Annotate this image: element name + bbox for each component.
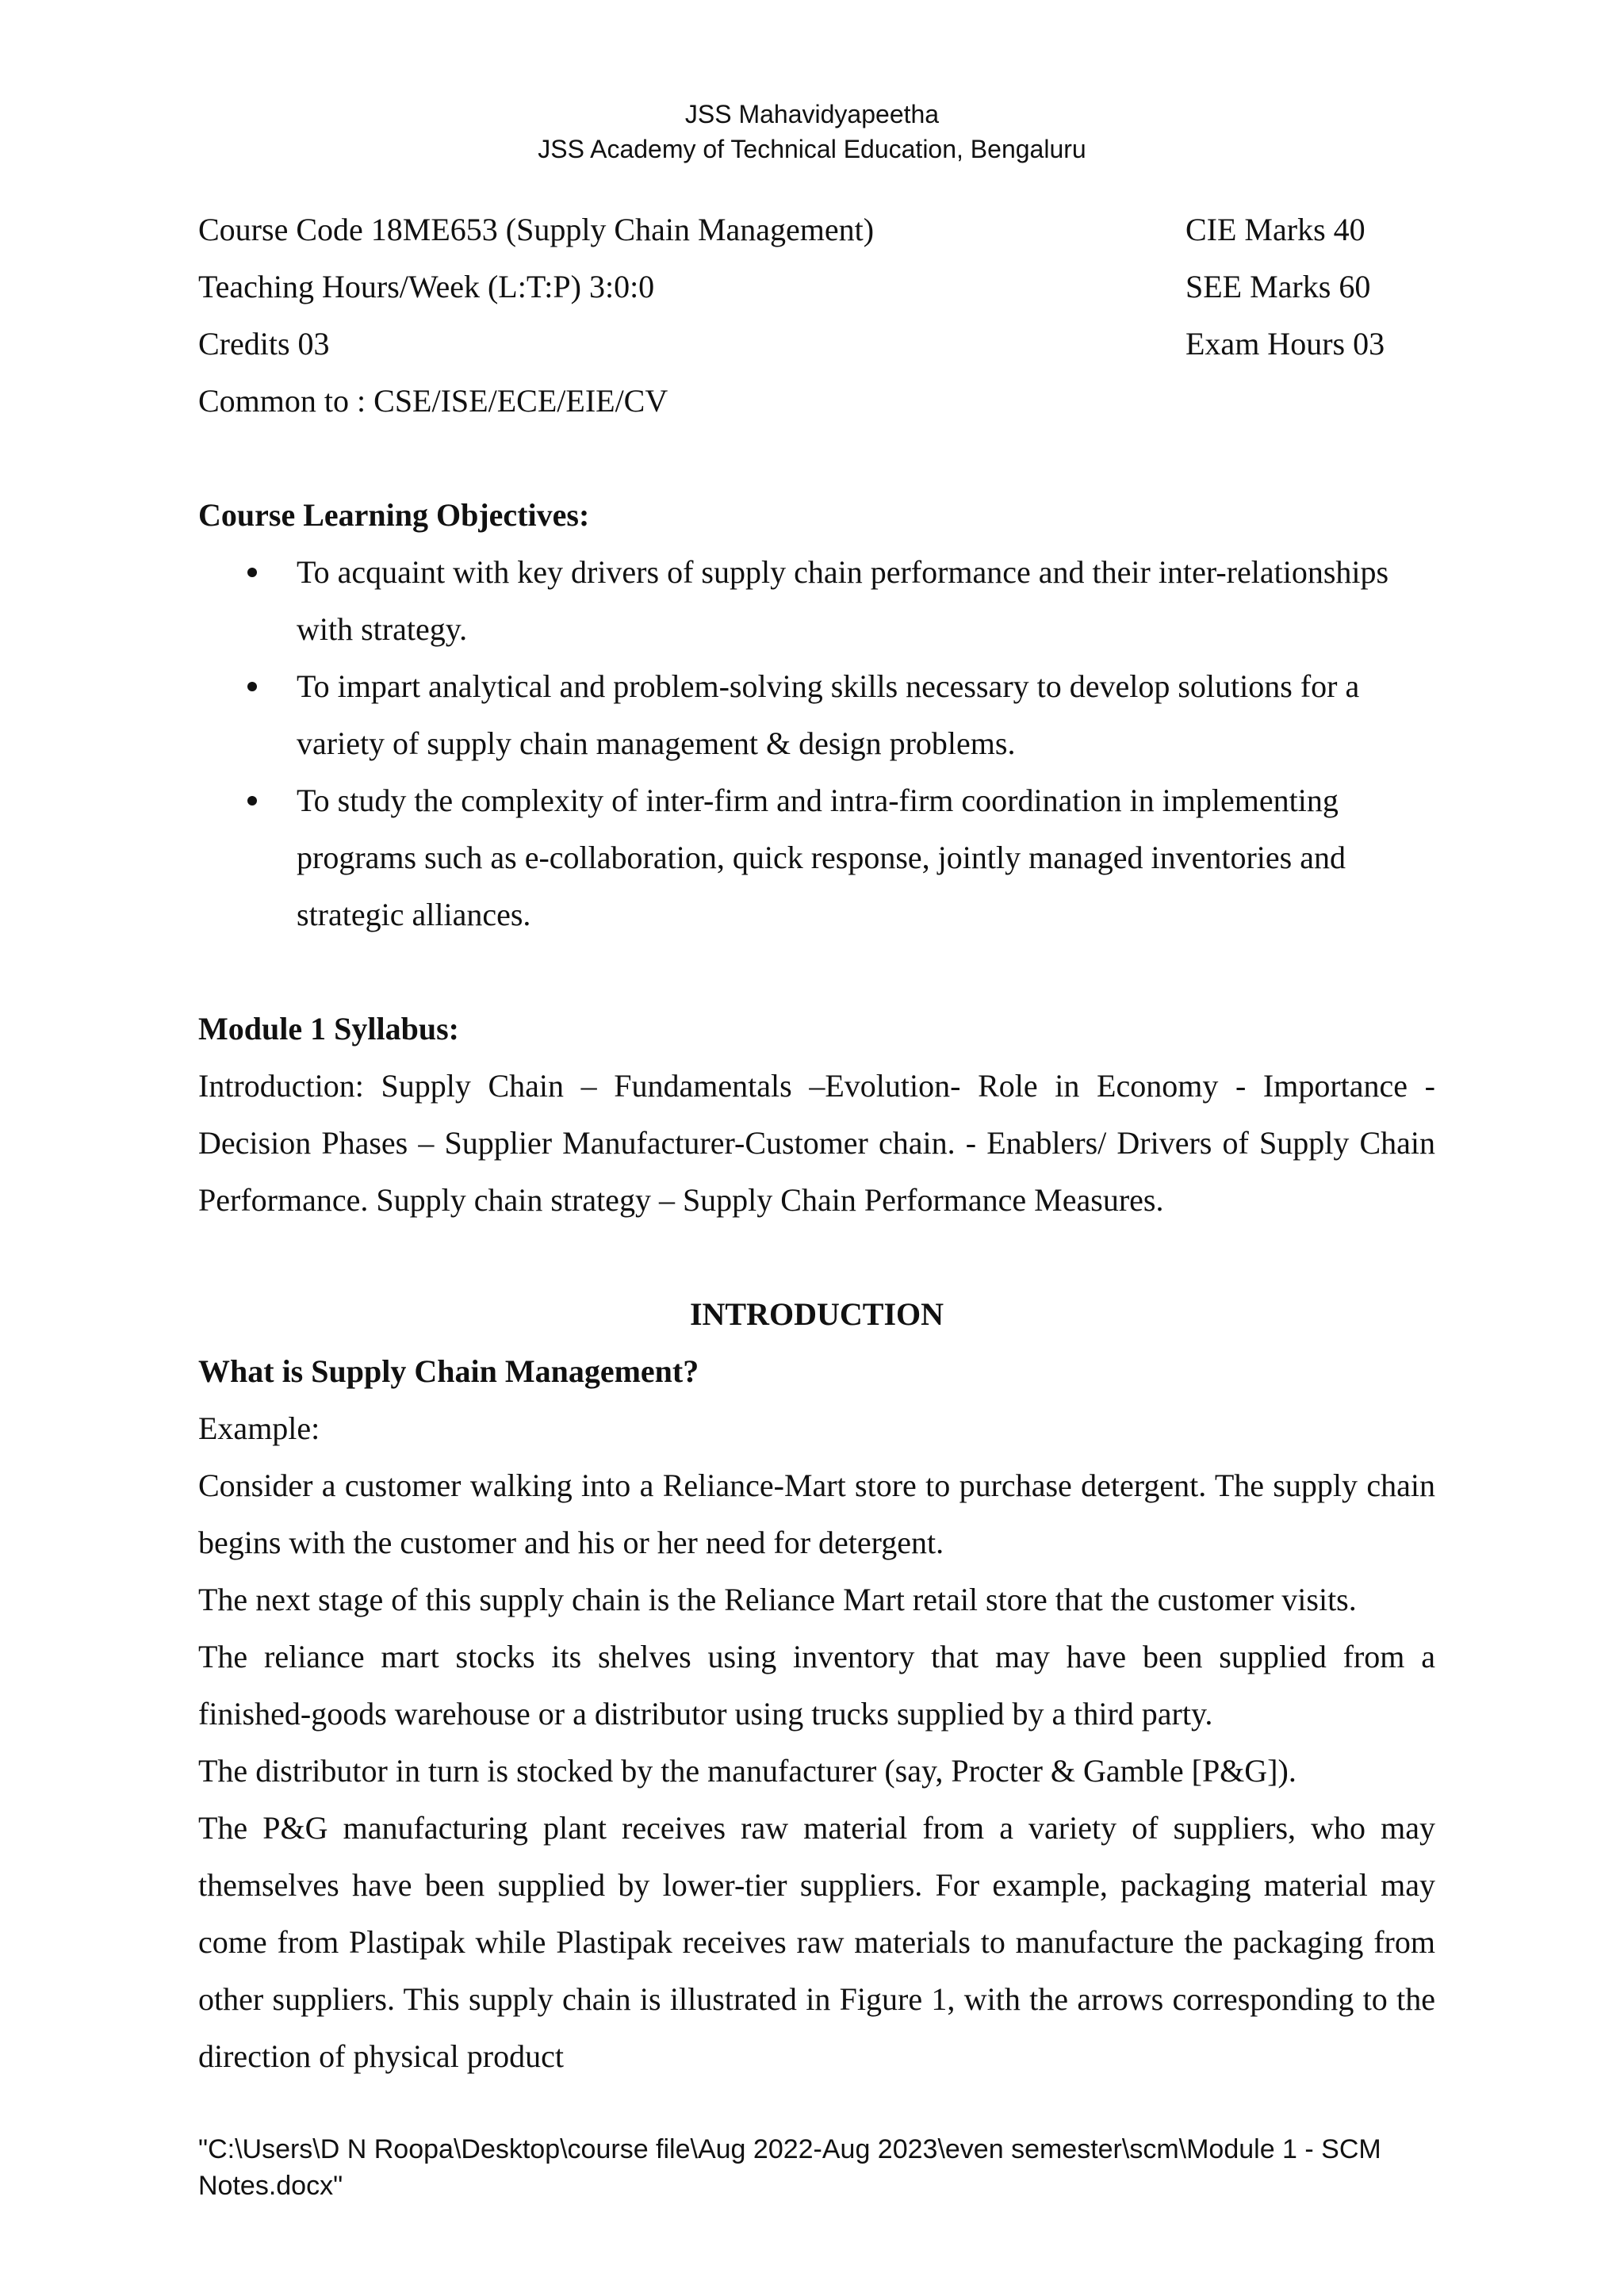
intro-paragraph: The next stage of this supply chain is the Reliance Mart retail store that the customer visits. [198, 1582, 1357, 1617]
intro-paragraph: The reliance mart stocks its shelves using inventory that may have been supplied from a finished-goods warehouse or a distributor using trucks supplied by a third party. [198, 1639, 1435, 1732]
spacer [198, 943, 1435, 1001]
objectives-heading: Course Learning Objectives: [198, 497, 590, 533]
bullet-icon [247, 682, 257, 691]
objective-text: To impart analytical and problem-solving skills necessary to develop solutions for a variety of supply chain management & design problems. [297, 668, 1360, 761]
file-path-footer: "C:\Users\D N Roopa\Desktop\course file\Aug 2022-Aug 2023\even semester\scm\Module 1 - SCM Notes.docx" [198, 2134, 1381, 2201]
objective-text: To study the complexity of inter-firm and intra-firm coordination in implementing programs such as e-collaboration, quick response, jointly managed inventories and strategic alliances. [297, 783, 1346, 932]
see-marks: SEE Marks 60 [1185, 269, 1371, 304]
bullet-icon [247, 796, 257, 806]
course-info [198, 201, 1435, 430]
section-question: What is Supply Chain Management? [198, 1353, 699, 1389]
course-code: Course Code 18ME653 (Supply Chain Management) [198, 212, 875, 247]
intro-paragraph: Consider a customer walking into a Reliance-Mart store to purchase detergent. The supply chain begins with the customer and his or her need for detergent. [198, 1468, 1435, 1560]
course-info-row [198, 201, 1435, 258]
page-content [198, 201, 1435, 2085]
course-info-row [198, 258, 1435, 316]
teaching-hours: Teaching Hours/Week (L:T:P) 3:0:0 [198, 269, 655, 304]
spacer [198, 430, 1435, 487]
course-info-row [198, 316, 1435, 373]
intro-paragraph: The distributor in turn is stocked by the manufacturer (say, Procter & Gamble [P&G]). [198, 1753, 1297, 1789]
credits: Credits 03 [198, 326, 330, 362]
page-header [0, 97, 1624, 166]
objectives-list [198, 544, 1435, 943]
list-item [198, 544, 1435, 658]
section-title: INTRODUCTION [689, 1296, 944, 1332]
intro-paragraph: The P&G manufacturing plant receives raw material from a variety of suppliers, who may themselves have been supplied by lower-tier suppliers. For example, packaging material may come from Plastipak while Plastipak receives raw materials to manufacture the packaging from other suppliers. This supply chain is illustrated in Figure 1, with the arrows corresponding to the direction of physical product [198, 1810, 1435, 2074]
common-to: Common to : CSE/ISE/ECE/EIE/CV [198, 383, 668, 419]
spacer [198, 1229, 1435, 1286]
header-institution: JSS Mahavidyapeetha [684, 100, 940, 128]
header-college: JSS Academy of Technical Education, Bengaluru [538, 135, 1086, 163]
example-label: Example: [198, 1410, 320, 1446]
exam-hours: Exam Hours 03 [1185, 326, 1385, 362]
syllabus-text: Introduction: Supply Chain – Fundamentals –Evolution- Role in Economy - Importance - Decision Phases – Supplier Manufacturer-Customer chain. - Enablers/ Drivers of Supply Chain Performance. Supply chain strategy – Supply Chain Performance Measures. [198, 1068, 1435, 1218]
objective-text: To acquaint with key drivers of supply chain performance and their inter-relationships with strategy. [297, 554, 1389, 647]
bullet-icon [247, 568, 257, 577]
syllabus-heading: Module 1 Syllabus: [198, 1011, 459, 1047]
list-item [198, 658, 1435, 772]
cie-marks: CIE Marks 40 [1185, 212, 1365, 247]
course-info-row [198, 373, 1435, 430]
list-item [198, 772, 1435, 943]
